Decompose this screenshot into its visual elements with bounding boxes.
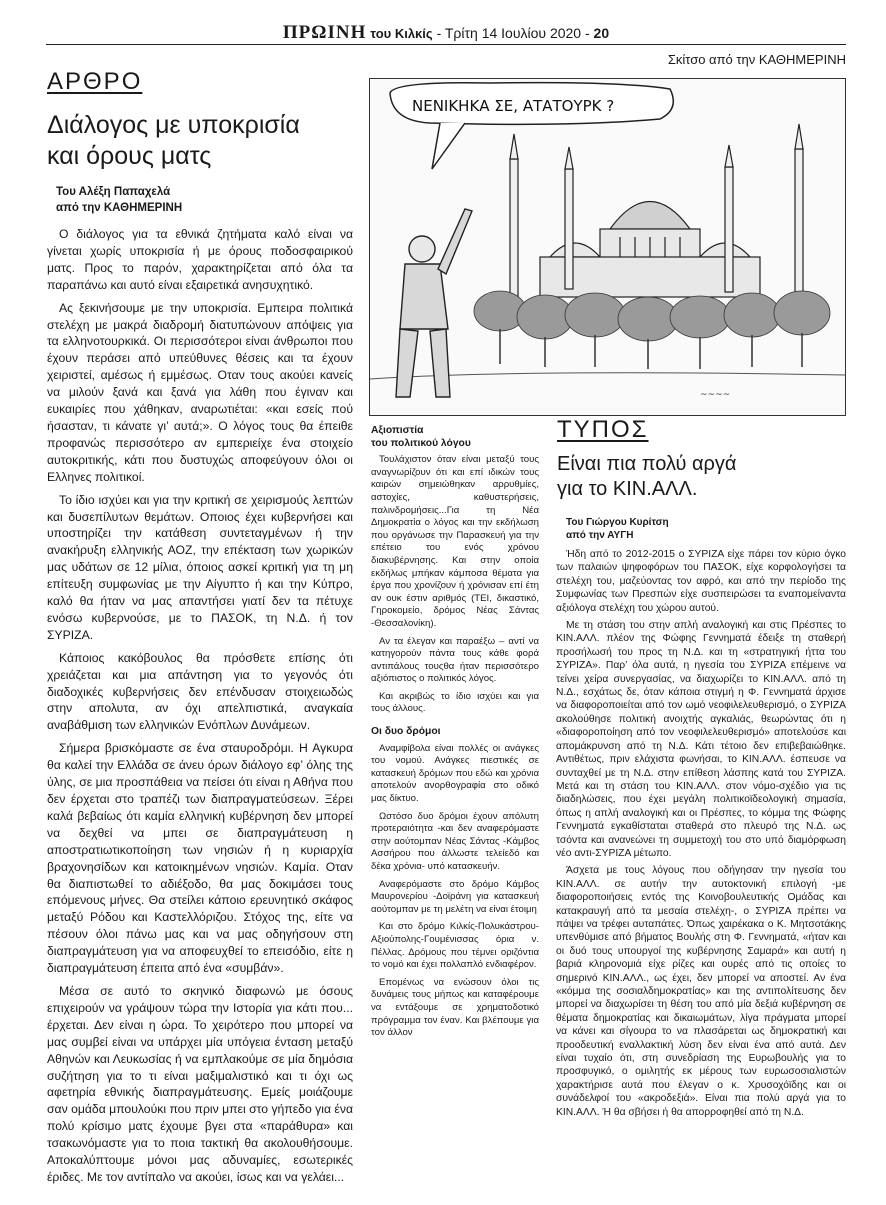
article-paragraph: Ο διάλογος για τα εθνικά ζητήματα καλό είναι να γίνεται χωρίς υποκρισία ή με όρους ποδοσφαιρικού ματς. Προς το παρόν, χαρακτηρίζεται από όλα τα παραπάνω και αυτό είναι εξαιρετικά ανησυχητικό. [47, 227, 353, 292]
press-title [557, 452, 837, 502]
sketch-credit: Σκίτσο από την ΚΑΘΗΜΕΡΙΝΗ [667, 52, 846, 67]
article-paragraph: Κάποιος κακόβουλος θα πρόσθετε επίσης ότι χρειάζεται και μια απάντηση για το γεγονός ότι διαδοχικές κυβερνήσεις δεν επένδυσαν στοιχειωδώς στην απολυτα, αν όχι απελπιστικά, αναγκαία αναβάθμιση των ελληνικών Ενόπλων Δυνάμεων. [47, 650, 353, 733]
middle-paragraph: Επομένως να ενώσουν όλοι τις δυνάμεις τους μήπως και καταφέρουμε να εντάξουμε σε χρηματοδοτικό πρόγραμμα τον έναν. Και βλέπουμε για τον άλλον [371, 976, 539, 1039]
middle-paragraph: Αναμφίβολα είναι πολλές οι ανάγκες του νομού. Ανάγκες πιεστικές σε κατασκευή δρόμων που εδώ και χρόνια αποτελούν ανορθογραφία στο οδικό μας δίκτυο. [371, 742, 539, 805]
byline-author: Του Γιώργου Κυρίτση [566, 517, 669, 528]
press-title-line: για το ΚΙΝ.ΑΛΛ. [557, 478, 698, 500]
article-paragraph: Το ίδιο ισχύει και για την κριτική σε χειρισμούς λεπτών και δυσεπίλυτων θεμάτων. Οποιος έχει κυβερνήσει και υποστηρίζει την κατάθεση συντεταγμένων ή την ανακήρυξη ελληνικής ΑΟΖ, την επέκταση των χωρικών μας υδάτων σε 12 μίλια, όποιος ασκεί κριτική για τη μη επίτευξη συμφωνίας με την Αίγυπτο ή και την Κύπρο, καλό θα ήταν να μας απαντήσει γιατί δεν τα πέτυχε ενόσω κυβερνούσε, με το ΠΑΣΟΚ, τη Ν.Δ. ή τον ΣΥΡΙΖΑ. [47, 492, 353, 642]
issue-date: - Τρίτη 14 Ιουλίου 2020 - [436, 25, 590, 41]
section-label-article: ΑΡΘΡΟ [47, 68, 143, 95]
press-byline [566, 516, 826, 542]
middle-paragraph: Αν τα έλεγαν και παραέξω – αντί να κατηγορούν πάντα τους κάθε φορά αντιπάλους τουςθα ήταν περισσότερο αξιόπιστος ο πολιτικός λόγος. [371, 635, 539, 685]
article-byline [56, 184, 336, 216]
byline-author: Του Αλέξη Παπαχελά [56, 186, 171, 198]
middle-paragraph: Ωστόσο δυο δρόμοι έχουν απόλυτη προτεραιότητα -και δεν αναφερόμαστε στην αούτομπαν Νέας Σάντας -Κάμβος Ασσήρου που άλλωστε τελείεδό και δέκα χρόνια- υπό κατασκευήν. [371, 810, 539, 872]
byline-source: από την ΚΑΘΗΜΕΡΙΝΗ [56, 202, 183, 214]
press-body [556, 548, 846, 1123]
cartoon-signature: ~~~~ [700, 390, 731, 400]
middle-paragraph: Τουλάχιστον όταν είναι μεταξύ τους αναγνωρίζουν ότι και επί ιδικών τους καιρών σημειώθηκαν αρρυθμίες, αστοχίες, καθυστερήσεις, παλινδρομήσεις...Για τη Νέα Δημοκρατία ο λόγος και την εκδήλωση που οργάνωσε την Παρασκευή για την επέτειο του ενός χρόνου διακυβέρνησης. Και στην οποία εκδήλως μπήκαν κάμποσα θέματα για έργα που χρονίζουν ή χρόνισαν επί έτη αν ουκ έστιν αριθμός (ΤΕΙ, δικαστικό, Γηροκομείο, δρόμος Νέας Σάντας -Θεσσαλονίκη). [371, 454, 539, 629]
middle-paragraph: Και στο δρόμο Κιλκίς-Πολυκάστρου-Αξιούπολης-Γουμένισσας όρια ν. Πέλλας. Δρόμους που τέμνει οριζόντια το νομό και έχει πολλαπλό ενδιαφέρον. [371, 921, 539, 971]
cartoon [369, 78, 846, 416]
cartoon-drawing [370, 79, 845, 415]
article-title [47, 110, 347, 172]
press-title-line: Είναι πια πολύ αργά [557, 453, 737, 475]
article-body [47, 226, 353, 1192]
masthead [46, 22, 846, 44]
middle-paragraph: Και ακριβώς το ίδιο ισχύει και για τους άλλους. [371, 690, 539, 715]
article-title-line: και όρους ματς [47, 142, 212, 170]
page-number: 20 [593, 25, 610, 41]
middle-heading-roads: Οι δυο δρόμοι [371, 726, 441, 738]
newspaper-region: του Κιλκίς [370, 26, 433, 41]
masthead-rule [46, 44, 846, 45]
article-paragraph: Μέσα σε αυτό το σκηνικό διαφωνώ με όσους επιχειρούν να γράψουν τώρα την Ιστορία για κάτι που... έρχεται. Δεν είναι η ώρα. Το χειρότερο που μπορεί να μας συμβεί είναι να υπάρχει μία υπόγεια ένταση μεταξύ Αθηνών και Λευκωσίας ή να εμπλακούμε σε μία δημόσια συζήτηση για το τι είναι μαξιμαλιστικό και τι όχι ως αφετηρία εθνικής διαπραγμάτευσης. Εμείς μοιάζουμε σαν ομάδα μπουλούκι που πριν μπει στο γήπεδο για ένα πολύ κρίσιμο ματς έχουμε βγει στα «παράθυρα» και τσακωνόμαστε για το ποια τακτική θα ακολουθήσουμε. Αποκαλύπτουμε μόνοι μας αδυναμίες, εσωτερικές έριδες. Με τον αντίπαλο να ακούει, ίσως και να γελάει... [47, 983, 353, 1184]
press-paragraph: Με τη στάση του στην απλή αναλογική και στις Πρέσπες το ΚΙΝ.ΑΛΛ. πλέον της Φώφης Γεννηματά έδειξε τη σταθερή προσήλωσή του προς τη Ν.Δ. και τη «στρατηγική ήττα του ΣΥΡΙΖΑ». Παρ’ όλα αυτά, η ηγεσία του ΣΥΡΙΖΑ επέμεινε να τείνει χείρα συνεργασίας, να διαχωρίζει το ΚΙΝ.ΑΛΛ. από τη Ν.Δ., εσχάτως δε, όταν κάποια στιγμή η Φ. Γεννηματά άρχισε να διαφοροποιείται από τον ωμό νεοφιλελευθερισμό, ο ΣΥΡΙΖΑ ακολούθησε πολιτική ανοιχτής αγκαλιάς, θεωρώντας ότι η «διαφοροποίηση από τον νεοφιλελευθερισμό» αποτελούσε και απομάκρυνση από τη Ν.Δ. Κάτι τέτοιο δεν επιβεβαιώθηκε. Αντιθέτως, πριν ελάχιστα φωνήσαι, το ΚΙΝ.ΑΛΛ. έσπευσε να συνταχθεί με τη Ν.Δ. στην επίθεση λάσπης κατά του ΣΥΡΙΖΑ. Μετά και τη στάση του ΚΙΝ.ΑΛΛ. στον νόμο-σχέδιο για τις διαδηλώσεις, που έχει μεγάλη πολιτικοϊδεολογική σημασία, όπως η απλή αναλογική και οι Πρέσπες, το κόμμα της Φώφης Γεννηματά εγκαθίσταται σταθερά στο πλευρό της Ν.Δ. ως τσόντα και ανανεώνει τη συμμετοχή του στο υπό διαμόρφωση νέο αντι-ΣΥΡΙΖΑ μέτωπο. [556, 620, 846, 859]
middle-heading [371, 425, 539, 450]
middle-heading-line: του πολιτικού λόγου [371, 437, 471, 449]
press-paragraph: Ήδη από το 2012-2015 ο ΣΥΡΙΖΑ είχε πάρει τον κύριο όγκο των παλαιών ψηφοφόρων του ΠΑΣΟΚ, είχε κορφολογήσει τα στελέχη του, μαζεύοντας τον αφρό, και από την περίοδο της Συμφωνίας των Πρεσπών είχε συσπειρώσει τα εναπομείναντα αξιόλογα στελέχη του χώρου αυτού. [556, 549, 846, 614]
article-paragraph: Ας ξεκινήσουμε με την υποκρισία. Εμπειρα πολιτικά στελέχη με μακρά διαδρομή διατυπώνουν απόψεις για τα ελληνοτουρκικά. Οι περισσότεροι είναι άνθρωποι που έχουν περάσει από υπεύθυνες θέσεις και τα έχουν χειριστεί, αμέσως ή εμμέσως. Οταν τους ακούει κανείς να μιλούν ξανά και ξανά για λάθη που έγιναν και ευκαιρίες που χάθηκαν, αναρωτιέται: «και εσείς πού ήσασταν, τι κάνατε γι’ αυτά;». Ο λόγος τους θα έπειθε προφανώς περισσότερο αν εμπεριείχε ένα στοιχείο αυτοκριτικής, κάτι που δυστυχώς αποφεύγουν όλοι οι Ελληνες πολιτικοί. [47, 300, 353, 484]
middle-column [371, 425, 539, 1045]
cartoon-speech: ΝΕΝΙΚΗΚΑ ΣΕ, ΑΤΑΤΟΥΡΚ ? [412, 97, 615, 115]
newspaper-name: ΠΡΩΙΝΗ [282, 22, 367, 43]
middle-paragraph: Αναφερόμαστε στο δρόμο Κάμβος Μαυρονερίου -Δοϊράνη για κατασκευή αούτομπαν με τη μελέτη να είναι έτοιμη [371, 878, 539, 915]
article-paragraph: Σήμερα βρισκόμαστε σε ένα σταυροδρόμι. Η Αγκυρα θα καλεί την Ελλάδα σε άνευ όρων διάλογο εφ’ όλης της ύλης, σε μια προσπάθεια να πείσει ότι είναι η Αθήνα που δεν έρχεται στο τραπέζι των διαπραγματεύσεων. Ξέρει καλά βεβαίως ότι καμία ελληνική κυβέρνηση δεν μπορεί να δεχθεί να μπει σε διαπραγμάτευση η αποστρατιωτικοποίηση των νησιών ή η κυριαρχία βραχονησίδων και κατοικημένων νησιών. Καμία. Οταν θα διαπιστωθεί το αδιέξοδο, θα μας δοκιμάσει τους επόμενους μήνες. Θα στείλει κάποιο ερευνητικό σκάφος μεταξύ Ρόδου και Καστελλόριζου. Στόχος της, είτε να πέσουν όλοι πάνω μας και να μας οδηγήσουν στη διαπραγμάτευση για να αποφευχθεί το επεισόδιο, είτε η διαπραγμάτευση έπειτα από ένα «συμβάν». [47, 741, 353, 976]
press-paragraph: Άσχετα με τους λόγους που οδήγησαν την ηγεσία του ΚΙΝ.ΑΛΛ. σε αυτήν την αυτοκτονική επιλογή -με διαφοροποιήσεις εντός της Κοινοβουλευτικής Ομάδας και κατακραυγή από τα μεσαία στελέχη-, ο ΣΥΡΙΖΑ πρέπει να πάψει να τρέφει αυταπάτες. Όπως χαιρέκακα ο Κ. Μητσοτάκης υπενθύμισε από βήματος Βουλής στη Φ. Γεννηματά, «ήταν και οι δυό τους υπουργοί της κυβέρνησης Σαμαρά» και αυτή η βαριά κληρονομιά είχε ρίζες και ουρές από τις οποίες το σημερινό ΚΙΝ.ΑΛΛ., ως έχει, δεν μπορεί να αποστεί. Αν ένα «κόμμα της σοσιαλδημοκρατίας» και της αντιπολίτευσης δεν μπορεί να διαχωρίσει τη θέση του από μία δεξιά κυβέρνηση σε θέματα δημοκρατίας και δικαιωμάτων, λίγα πράγματα μπορεί να κάνει και σίγουρα το να πλασάρεται ως δημοκρατική και προοδευτική εναλλακτική λύση δεν είναι ένα από αυτά. Δεν είναι τυχαίο ότι, στη συνεδρίαση της Ευρωβουλής για το προσφυγικό, ο ομιλητής εκ μέρους των ευρωσοσιαλιστών χαρακτήρισε αυτά που έλεγαν ο κ. Χρυσοχόϊδης και οι συνάδελφοί του «ακροδεξιά». Είναι πια πολύ αργά για το ΚΙΝ.ΑΛΛ. Ή θα σβήσει ή θα απορροφηθεί από τη Ν.Δ. [556, 865, 846, 1118]
byline-source: από την ΑΥΓΗ [566, 530, 634, 541]
middle-heading-line: Αξιοπιστία [371, 425, 424, 436]
section-label-press: ΤΥΠΟΣ [557, 416, 649, 443]
article-title-line: Διάλογος με υποκρισία [47, 111, 300, 139]
